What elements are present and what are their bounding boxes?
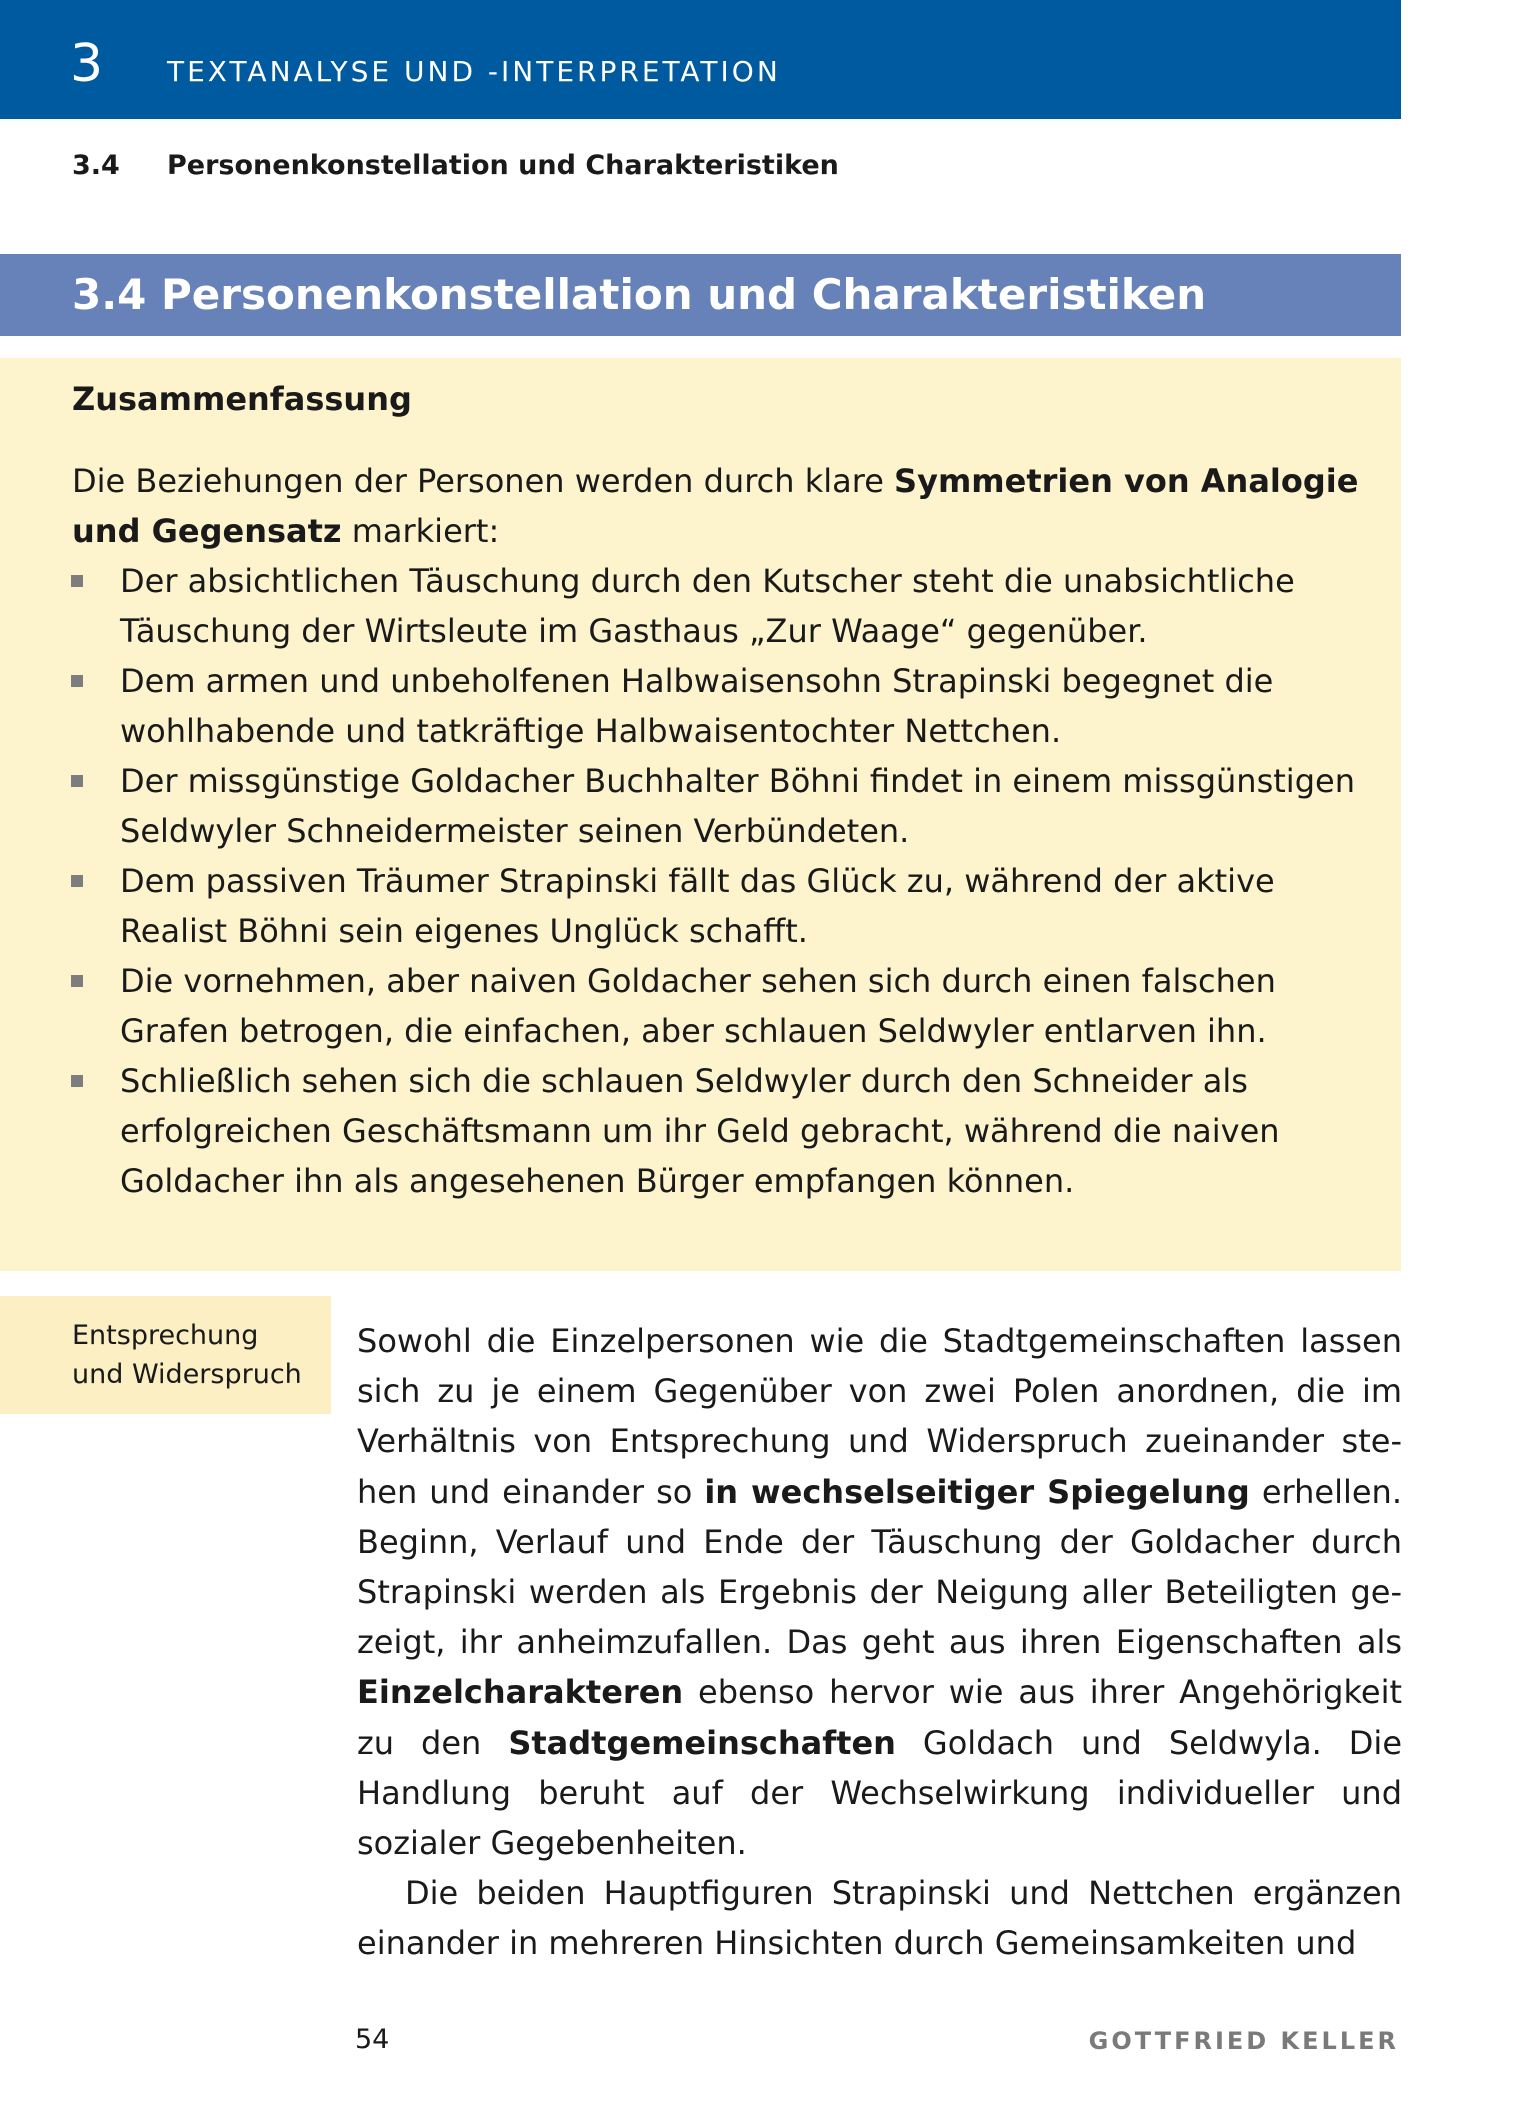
footer-author: GOTTFRIED KELLER: [1088, 2027, 1399, 2055]
square-bullet-icon: [71, 575, 83, 587]
summary-body: [72, 456, 1382, 1206]
list-item-text: Dem passiven Träumer Strapinski fällt das Glück zu, während der aktive Realist Böhni sein eigenes Unglück schafft.: [120, 862, 1275, 950]
summary-heading: Zusammenfassung: [72, 380, 412, 418]
summary-list: [72, 556, 1382, 1206]
body-text: [357, 1316, 1402, 1969]
list-item-text: Schließlich sehen sich die schlauen Seldwyler durch den Schneider als erfolgreichen Geschäftsmann um ihr Geld gebracht, während die naiven Goldacher ihn als angesehenen Bürger empfangen können.: [120, 1062, 1280, 1200]
paragraph-text: erhellen. Beginn, Verlauf und Ende der Täuschung der Goldacher durch Strapinski werden als Ergebnis der Neigung aller Beteiligten gezeigt, ihr anheimzufallen. Das geht aus ihren Eigenschaften als: [357, 1472, 1403, 1662]
square-bullet-icon: [71, 875, 83, 887]
list-item: [72, 756, 1382, 856]
square-bullet-icon: [71, 975, 83, 987]
emphasis: Einzelcharakteren: [357, 1673, 684, 1712]
page-number: 54: [355, 2024, 390, 2055]
section-title: 3.4 Personenkonstellation und Charakteristiken: [72, 270, 1207, 319]
summary-intro-text: Die Beziehungen der Personen werden durch klare: [72, 462, 895, 500]
margin-note-line: und Widerspruch: [72, 1359, 302, 1390]
list-item-text: Dem armen und unbeholfenen Halbwaisensohn Strapinski begegnet die wohlhabende und tatkräftige Halbwaisentochter Nettchen.: [120, 662, 1274, 750]
paragraph-text: ebenso hervor wie aus ihrer Angehörigkeit zu den: [357, 1673, 1402, 1762]
chapter-number: 3: [70, 34, 104, 94]
margin-note: [0, 1296, 331, 1414]
chapter-header-bar: [0, 0, 1401, 119]
running-section-title: Personenkonstellation und Charakteristiken: [167, 150, 839, 181]
running-section-number: 3.4: [72, 150, 120, 181]
paragraph: [357, 1316, 1402, 1868]
summary-intro-emphasis: Symmetrien von Analogie und Gegensatz: [72, 462, 1359, 550]
square-bullet-icon: [71, 1075, 83, 1087]
list-item: [72, 656, 1382, 756]
summary-intro: [72, 456, 1382, 556]
paragraph-text: Goldach und Seldwyla. Die Handlung beruht auf der Wechselwirkung individueller und sozialer Gegebenheiten.: [357, 1723, 1402, 1863]
square-bullet-icon: [71, 775, 83, 787]
emphasis: in wechselseitiger Spiegelung: [704, 1472, 1250, 1511]
square-bullet-icon: [71, 675, 83, 687]
section-title-bar: [0, 254, 1401, 336]
summary-box: [0, 358, 1401, 1271]
list-item-text: Der missgünstige Goldacher Buchhalter Böhni findet in einem missgünstigen Seldwyler Schneidermeister seinen Verbündeten.: [120, 762, 1355, 850]
emphasis: Stadtgemeinschaften: [508, 1723, 896, 1762]
list-item: [72, 956, 1382, 1056]
list-item: [72, 556, 1382, 656]
list-item-text: Die vornehmen, aber naiven Goldacher sehen sich durch einen falschen Grafen betrogen, die einfachen, aber schlauen Seldwyler entlarven ihn.: [120, 962, 1276, 1050]
list-item-text: Der absichtlichen Täuschung durch den Kutscher steht die unabsichtliche Täuschung der Wirtsleute im Gasthaus „Zur Waage“ gegenüber.: [120, 562, 1295, 650]
chapter-title: TEXTANALYSE UND -INTERPRETATION: [167, 55, 781, 88]
margin-note-line: Entsprechung: [72, 1320, 259, 1351]
paragraph-text: Sowohl die Einzelpersonen wie die Stadtgemeinschaften lassen sich zu je einem Gegenüber von zwei Polen anordnen, die im Verhältnis von Entsprechung und Widerspruch zueinander stehen und einander so: [357, 1322, 1402, 1511]
paragraph: Die beiden Hauptfiguren Strapinski und Nettchen ergänzen einander in mehreren Hinsichten durch Gemeinsamkeiten und: [357, 1874, 1402, 1963]
margin-note-text: [72, 1316, 302, 1394]
summary-intro-text-end: markiert:: [341, 512, 500, 550]
list-item: [72, 856, 1382, 956]
list-item: [72, 1056, 1382, 1206]
